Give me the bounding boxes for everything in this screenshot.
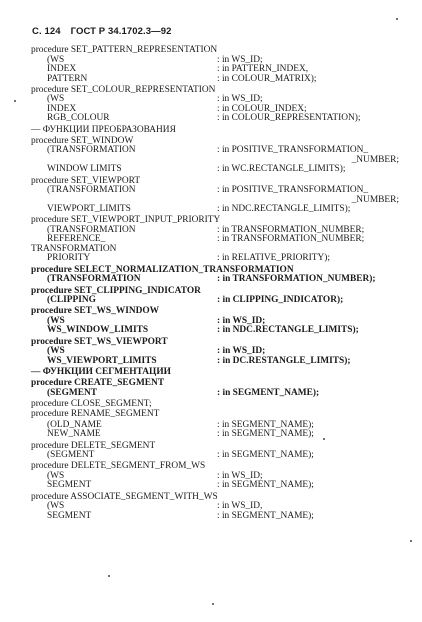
listing-line-left: REFERENCE_	[47, 234, 106, 245]
listing-line	[31, 146, 401, 156]
scan-speck	[108, 575, 110, 577]
listing-line	[31, 493, 401, 503]
listing-line-left: procedure SET_VIEWPORT	[31, 175, 141, 186]
listing-line-type: : in DC.RESTANGLE_LIMITS);	[217, 355, 351, 366]
listing-line-type: : in TRANSFORMATION_NUMBER);	[217, 274, 376, 285]
listing-line-type: : in TRANSFORMATION_NUMBER;	[217, 224, 365, 235]
listing-line-type: : in WS_ID;	[217, 54, 263, 65]
listing-line-left: WINDOW LIMITS	[47, 164, 122, 175]
listing-line-left: (WS	[47, 54, 65, 65]
listing-line-left: (OLD_NAME	[47, 419, 102, 430]
listing-line-left: procedure RENAME_SEGMENT	[31, 408, 160, 419]
listing-line-left: (WS	[47, 470, 65, 481]
listing-line-left: — ФУНКЦИИ СЕГМЕНТАЦИИ	[31, 366, 171, 377]
listing-line-type: : in SEGMENT_NAME);	[217, 480, 314, 491]
listing-line-type: : in PATTERN_INDEX,	[217, 64, 309, 74]
listing-line-left: (CLIPPING	[47, 295, 96, 306]
listing-line	[31, 275, 401, 285]
listing-line-type: : in WS_ID;	[217, 94, 263, 105]
listing-line	[31, 114, 401, 124]
scan-speck	[396, 18, 398, 20]
listing-line-left: INDEX	[47, 103, 77, 114]
listing-line-left: RGB_COLOUR	[47, 113, 110, 124]
listing-line-type: : in COLOUR_INDEX;	[217, 103, 307, 114]
listing-line	[31, 357, 401, 367]
listing-line-type: : in WS_ID;	[217, 315, 266, 326]
listing-line	[31, 165, 401, 175]
listing-line	[31, 254, 401, 264]
listing-line-left: (TRANSFORMATION	[47, 185, 136, 196]
listing-line-type: : in CLIPPING_INDICATOR);	[217, 295, 344, 306]
page-number: С. 124	[32, 26, 61, 37]
listing-line-type: : in POSITIVE_TRANSFORMATION_	[217, 145, 369, 156]
listing-line	[31, 462, 401, 472]
listing-line-type: : in SEGMENT_NAME);	[217, 419, 314, 430]
listing-line-left: procedure CLOSE_SEGMENT;	[31, 399, 152, 410]
listing-line	[31, 205, 401, 215]
listing-line-left: (TRANSFORMATION	[47, 145, 136, 156]
listing-line	[31, 338, 401, 348]
listing-line	[31, 410, 401, 420]
listing-line-left: SEGMENT	[47, 510, 92, 521]
listing-line	[31, 389, 401, 399]
listing-line-type: : in COLOUR_MATRIX);	[217, 73, 317, 84]
listing-line	[31, 126, 401, 136]
listing-line-left: (WS	[47, 346, 65, 357]
listing-line-left: (SEGMENT	[47, 387, 98, 398]
listing-line-left: (SEGMENT	[47, 450, 95, 461]
listing-line-continuation: _NUMBER;	[351, 154, 399, 165]
listing-line-left: TRANSFORMATION	[31, 243, 117, 254]
listing-line-type: : in SEGMENT_NAME);	[217, 450, 314, 461]
listing-line-continuation: _NUMBER;	[351, 194, 399, 205]
listing-line	[31, 451, 401, 461]
listing-line-left: (WS	[47, 94, 65, 105]
listing-line-type: : in RELATIVE_PRIORITY);	[217, 253, 331, 264]
listing-line	[31, 481, 401, 491]
listing-line-type: : in COLOUR_REPRESENTATION);	[217, 113, 361, 124]
listing-line-left: procedure DELETE_SEGMENT_FROM_WS	[31, 461, 206, 472]
listing-line-type: : in WS_ID;	[217, 470, 263, 481]
scan-speck	[14, 100, 16, 102]
listing-line	[31, 86, 401, 96]
listing-line	[31, 56, 401, 66]
procedure-listing	[31, 46, 401, 521]
listing-line-left: procedure SET_WS_VIEWPORT	[31, 336, 168, 347]
listing-line-left: procedure CREATE_SEGMENT	[31, 378, 165, 389]
listing-line	[31, 186, 401, 196]
listing-line-left: (WS	[47, 501, 65, 512]
listing-line-left: procedure SELECT_NORMALIZATION_TRANSFORMATION	[31, 264, 294, 275]
scan-speck	[410, 540, 412, 542]
listing-line-type: : in SEGMENT_NAME);	[217, 510, 314, 521]
listing-line	[31, 95, 401, 105]
listing-line-left: WS_WINDOW_LIMITS	[47, 325, 149, 336]
listing-line-type: : in WS_ID,	[217, 501, 263, 512]
listing-line-type: : in POSITIVE_TRANSFORMATION_	[217, 185, 369, 196]
listing-line-left: procedure SET_VIEWPORT_INPUT_PRIORITY	[31, 215, 221, 226]
listing-line-left: procedure SET_PATTERN_REPRESENTATION	[31, 45, 218, 55]
listing-line	[31, 75, 401, 85]
listing-line	[31, 46, 401, 56]
listing-line	[31, 326, 401, 336]
listing-line-type: : in NDC.RECTANGLE_LIMITS);	[217, 204, 351, 215]
listing-line	[31, 368, 401, 378]
page-header	[32, 27, 172, 37]
listing-line-left: (TRANSFORMATION	[47, 274, 141, 285]
listing-line-left: SEGMENT	[47, 480, 92, 491]
listing-line	[31, 512, 401, 522]
listing-line-left: procedure SET_WS_WINDOW	[31, 306, 160, 317]
listing-line-left: INDEX	[47, 64, 77, 74]
listing-line	[31, 296, 401, 306]
listing-line-left: — ФУНКЦИИ ПРЕОБРАЗОВАНИЯ	[31, 124, 176, 135]
listing-line-left: VIEWPORT_LIMITS	[47, 204, 131, 215]
listing-line-type: : in TRANSFORMATION_NUMBER;	[217, 234, 365, 245]
listing-line-left: procedure DELETE_SEGMENT	[31, 440, 156, 451]
listing-line-type: : in WC.RECTANGLE_LIMITS);	[217, 164, 346, 175]
listing-line	[31, 430, 401, 440]
listing-line-left: PRIORITY	[47, 253, 91, 264]
listing-line-left: procedure SET_WINDOW	[31, 135, 134, 146]
listing-line-left: procedure ASSOCIATE_SEGMENT_WITH_WS	[31, 491, 218, 502]
listing-line-left: (TRANSFORMATION	[47, 224, 136, 235]
listing-line-type: : in NDC.RECTANGLE_LIMITS);	[217, 325, 359, 336]
listing-line-left: procedure SET_CLIPPING_INDICATOR	[31, 285, 201, 296]
scan-speck	[323, 438, 325, 440]
scan-speck	[212, 603, 214, 605]
listing-line	[31, 307, 401, 317]
listing-line-type: : in SEGMENT_NAME);	[217, 429, 314, 440]
listing-line-left: PATTERN	[47, 73, 88, 84]
listing-line-left: procedure SET_COLOUR_REPRESENTATION	[31, 84, 216, 95]
listing-line-left: WS_VIEWPORT_LIMITS	[47, 355, 157, 366]
listing-line-left: (WS	[47, 315, 65, 326]
standard-designation: ГОСТ Р 34.1702.3—92	[70, 26, 172, 37]
listing-line-type: : in WS_ID;	[217, 346, 266, 357]
listing-line-left: NEW_NAME	[47, 429, 101, 440]
listing-line-type: : in SEGMENT_NAME);	[217, 387, 320, 398]
